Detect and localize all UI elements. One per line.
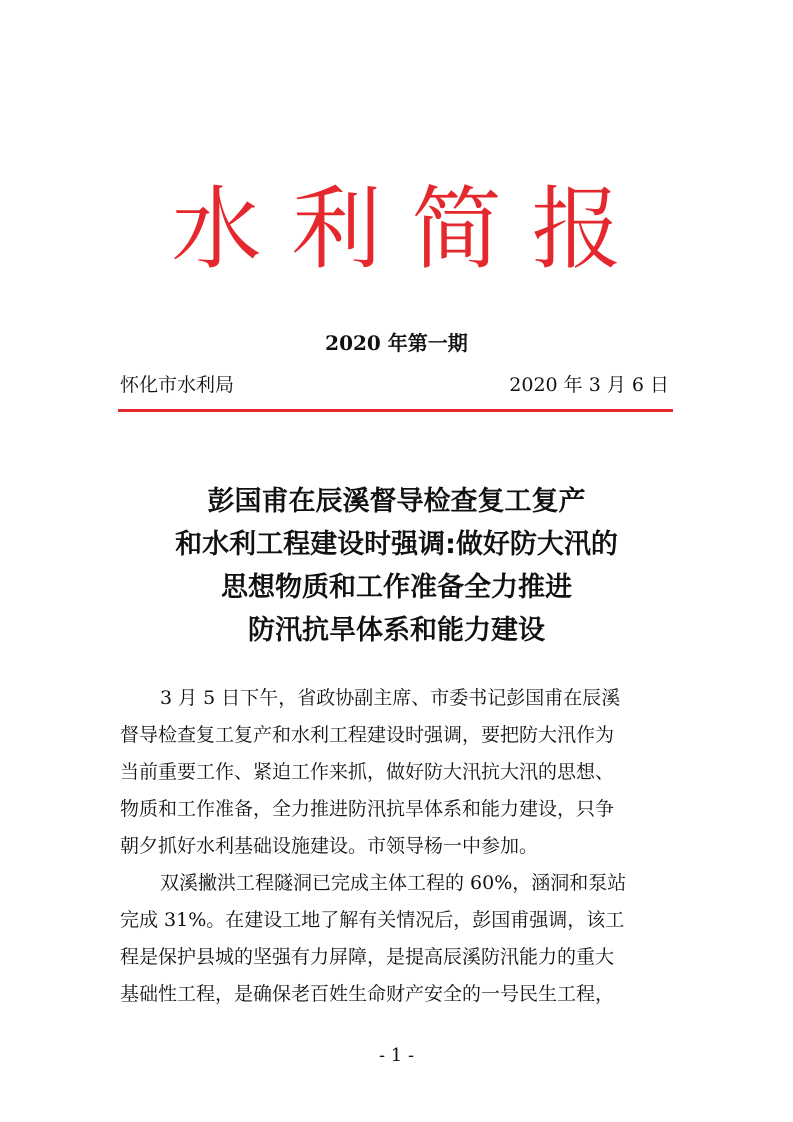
body-line: 督导检查复工复产和水利工程建设时强调，要把防大汛作为 <box>120 724 615 746</box>
issue-date: 2020 年 3 月 6 日 <box>509 374 669 396</box>
issuing-organization: 怀化市水利局 <box>120 374 235 396</box>
body-line: 3 月 5 日下午，省政协副主席、市委书记彭国甫在辰溪 <box>160 687 621 709</box>
body-line: 完成 31%。在建设工地了解有关情况后，彭国甫强调，该工 <box>120 909 625 931</box>
masthead-title: 水利简报 <box>171 177 652 282</box>
body-line: 物质和工作准备，全力推进防汛抗旱体系和能力建设，只争 <box>120 798 615 820</box>
article-body <box>120 680 676 1013</box>
page-number: - 1 - <box>378 1045 415 1066</box>
body-line: 当前重要工作、紧迫工作来抓，做好防大汛抗大汛的思想、 <box>120 761 615 783</box>
body-line: 双溪撇洪工程隧洞已完成主体工程的 60%，涵洞和泵站 <box>160 872 627 894</box>
body-line: 朝夕抓好水利基础设施建设。市领导杨一中参加。 <box>120 835 539 857</box>
article-headline <box>100 480 693 652</box>
headline-line: 和水利工程建设时强调:做好防大汛的 <box>175 529 618 560</box>
issue-number: 2020 年第一期 <box>325 331 468 355</box>
headline-line: 彭国甫在辰溪督导检查复工复产 <box>207 486 586 517</box>
red-divider-rule <box>118 409 673 412</box>
headline-line: 思想物质和工作准备全力推进 <box>221 572 572 603</box>
body-line: 程是保护县城的坚强有力屏障，是提高辰溪防汛能力的重大 <box>120 946 615 968</box>
body-line: 基础性工程，是确保老百姓生命财产安全的一号民生工程， <box>120 983 615 1005</box>
headline-line: 防汛抗旱体系和能力建设 <box>248 615 545 646</box>
